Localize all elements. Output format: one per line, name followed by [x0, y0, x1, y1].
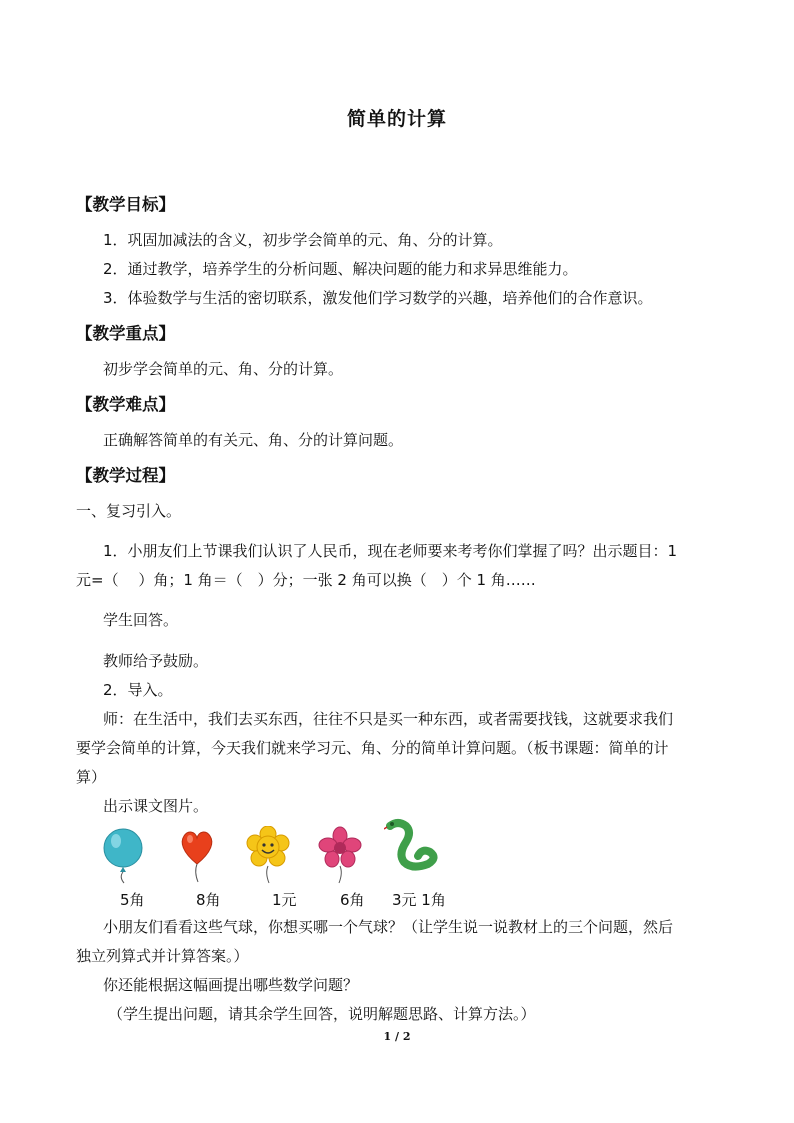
paragraph-teacher-line1: 师：在生活中，我们去买东西，往往不只是买一种东西，或者需要找钱，这就要求我们 — [103, 710, 674, 728]
paragraph-student-questions: （学生提出问题，请其余学生回答，说明解题思路、计算方法。） — [108, 1005, 536, 1023]
difficulties-heading: 【教学难点】 — [76, 395, 175, 414]
balloon-price-5: 3元 1角 — [392, 891, 446, 909]
round-blue-balloon-icon — [100, 826, 146, 884]
smiley-flower-balloon-icon — [246, 826, 290, 884]
heart-red-balloon-icon — [178, 826, 216, 884]
page-title: 简单的计算 — [346, 108, 447, 130]
objectives-heading: 【教学目标】 — [76, 195, 175, 214]
paragraph-choose-balloon-line1: 小朋友们看看这些气球，你想买哪一个气球？（让学生说一说教材上的三个问题，然后 — [103, 918, 674, 936]
objective-item-2: 2．通过教学，培养学生的分析问题、解决问题的能力和求异思维能力。 — [103, 260, 578, 278]
process-heading: 【教学过程】 — [76, 466, 175, 485]
paragraph-question-line2: 元=（ ）角；1 角＝（ ）分；一张 2 角可以换（ ）个 1 角…… — [76, 571, 536, 589]
key-points-heading: 【教学重点】 — [76, 324, 175, 343]
paragraph-student-answer: 学生回答。 — [103, 611, 179, 629]
difficulties-text: 正确解答简单的有关元、角、分的计算问题。 — [103, 431, 404, 449]
paragraph-show-picture: 出示课文图片。 — [103, 797, 209, 815]
paragraph-choose-balloon-line2: 独立列算式并计算答案。） — [76, 947, 249, 965]
page-number: 1 / 2 — [383, 1030, 411, 1043]
paragraph-teacher-line3: 算） — [76, 768, 107, 786]
objective-item-1: 1．巩固加减法的含义，初步学会简单的元、角、分的计算。 — [103, 231, 503, 249]
balloon-price-2: 8角 — [196, 891, 221, 909]
paragraph-more-questions: 你还能根据这幅画提出哪些数学问题？ — [103, 976, 359, 994]
green-snake-balloon-icon — [384, 818, 442, 876]
paragraph-teacher-line2: 要学会简单的计算，今天我们就来学习元、角、分的简单计算问题。（板书课题：简单的计 — [76, 739, 669, 757]
balloon-price-3: 1元 — [272, 891, 297, 909]
pink-flower-balloon-icon — [318, 826, 362, 884]
section-review-intro: 一、复习引入。 — [76, 502, 182, 520]
paragraph-question-line1: 1．小朋友们上节课我们认识了人民币，现在老师要来考考你们掌握了吗？出示题目：1 — [103, 542, 678, 560]
objective-item-3: 3．体验数学与生活的密切联系，激发他们学习数学的兴趣，培养他们的合作意识。 — [103, 289, 653, 307]
balloon-price-1: 5角 — [120, 891, 145, 909]
balloon-price-4: 6角 — [340, 891, 365, 909]
paragraph-lead-in: 2．导入。 — [103, 681, 173, 699]
paragraph-teacher-encourage: 教师给予鼓励。 — [103, 652, 209, 670]
key-points-text: 初步学会简单的元、角、分的计算。 — [103, 360, 344, 378]
